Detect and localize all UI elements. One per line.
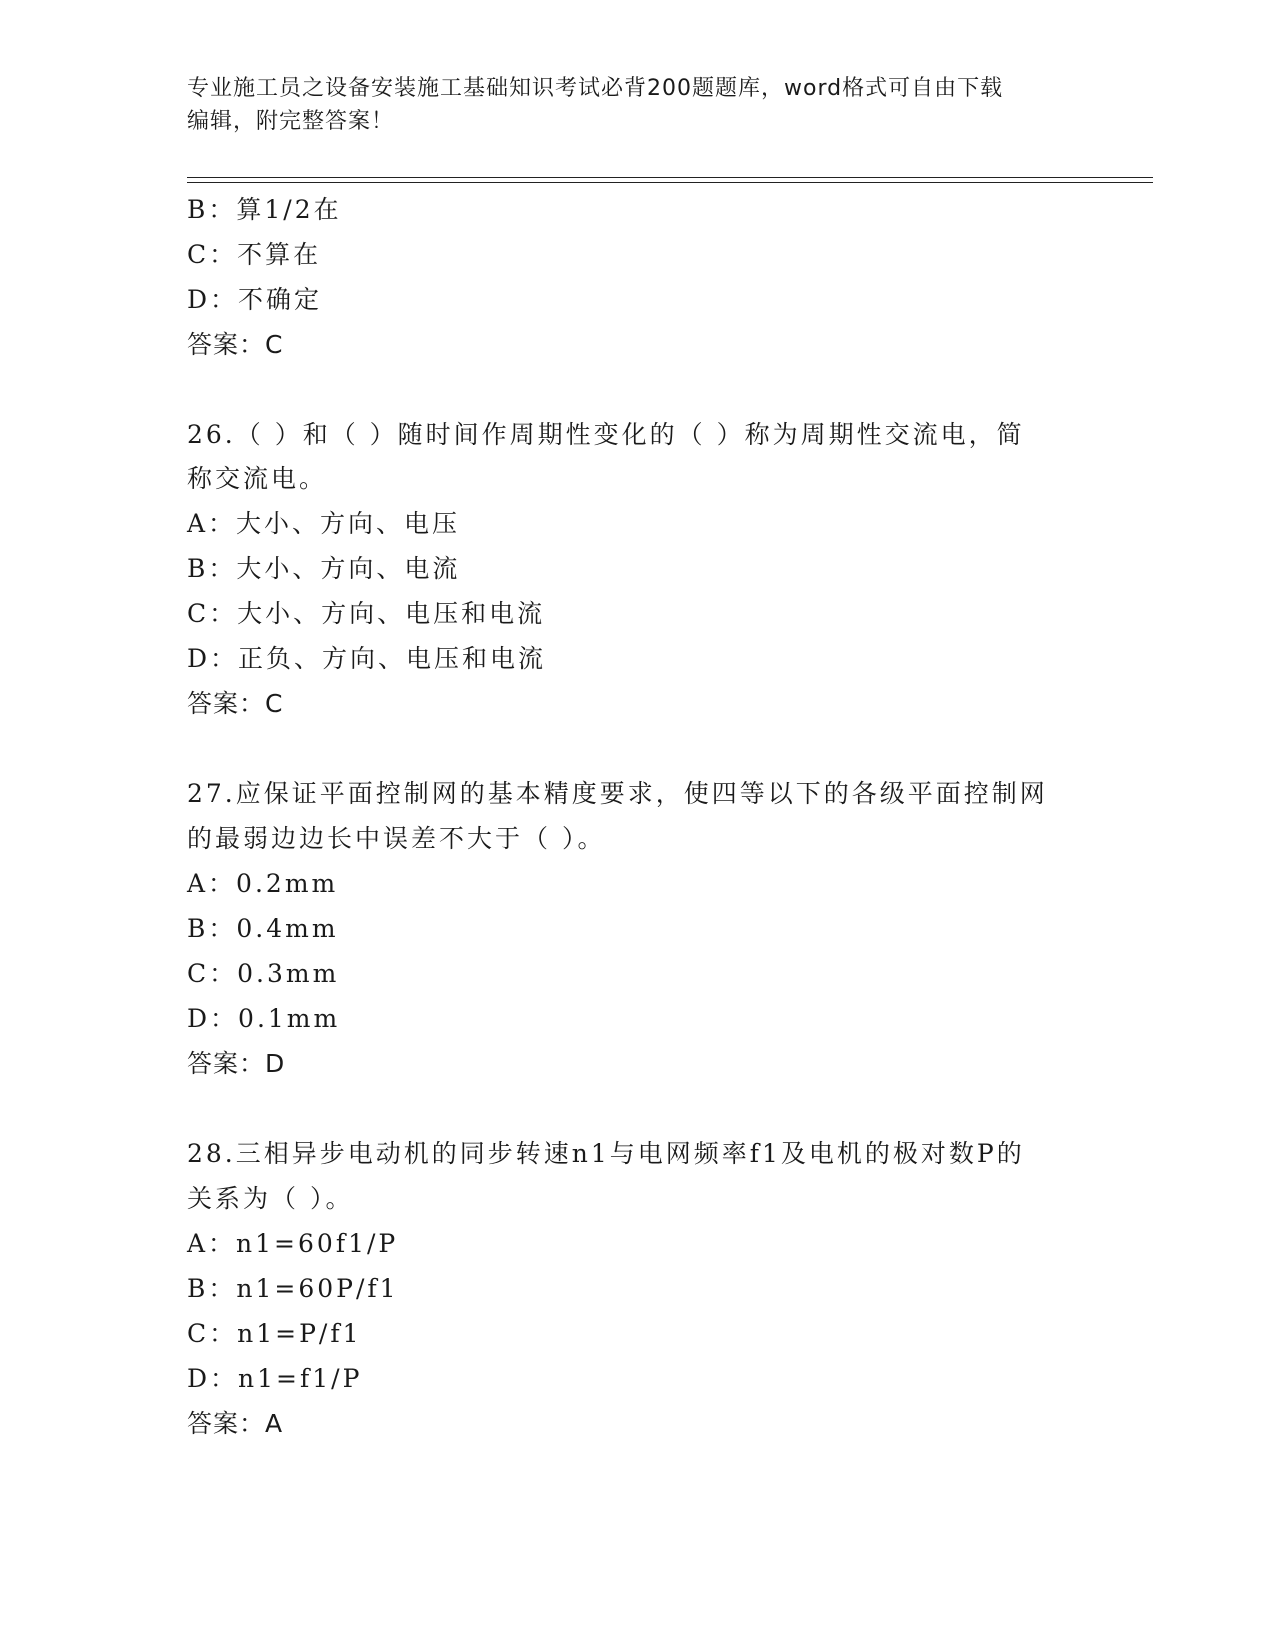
q28-option-a: A：n1=60f1/P [187,1229,399,1258]
q27-stem-line1: 27.应保证平面控制网的基本精度要求，使四等以下的各级平面控制网 [187,779,1048,808]
q28-answer: 答案：A [187,1409,284,1438]
q27-option-c: C：0.3mm [187,959,340,988]
prev-option-b: B：算1/2在 [187,195,342,224]
q26-answer: 答案：C [187,689,284,718]
q28-option-b: B：n1=60P/f1 [187,1274,399,1303]
prev-option-c: C：不算在 [187,240,322,269]
q28-stem-line2: 关系为（ ）。 [187,1184,354,1213]
prev-option-d: D：不确定 [187,285,323,314]
header-title-line1: 专业施工员之设备安装施工基础知识考试必背200题题库，word格式可自由下载 [187,76,1004,101]
q27-option-a: A：0.2mm [187,869,339,898]
q27-option-d: D：0.1mm [187,1004,341,1033]
q26-option-d: D：正负、方向、电压和电流 [187,644,547,673]
header-divider-bottom [187,182,1153,183]
document-header [187,72,1067,138]
q28-option-c: C：n1=P/f1 [187,1319,362,1348]
q26-option-a: A：大小、方向、电压 [187,509,461,538]
q26-stem-line1: 26.（ ）和（ ）随时间作周期性变化的（ ）称为周期性交流电，简 [187,420,1025,449]
q26-stem-line2: 称交流电。 [187,464,328,493]
header-title-line2: 编辑，附完整答案！ [187,109,395,134]
q28-option-d: D：n1=f1/P [187,1364,363,1393]
q27-option-b: B：0.4mm [187,914,339,943]
q27-stem-line2: 的最弱边边长中误差不大于（ ）。 [187,824,606,853]
q26-option-c: C：大小、方向、电压和电流 [187,599,546,628]
q26-option-b: B：大小、方向、电流 [187,554,461,583]
prev-answer: 答案：C [187,330,284,359]
header-divider-top [187,177,1153,178]
q28-stem-line1: 28.三相异步电动机的同步转速n1与电网频率f1及电机的极对数P的 [187,1139,1025,1168]
q27-answer: 答案：D [187,1049,286,1078]
